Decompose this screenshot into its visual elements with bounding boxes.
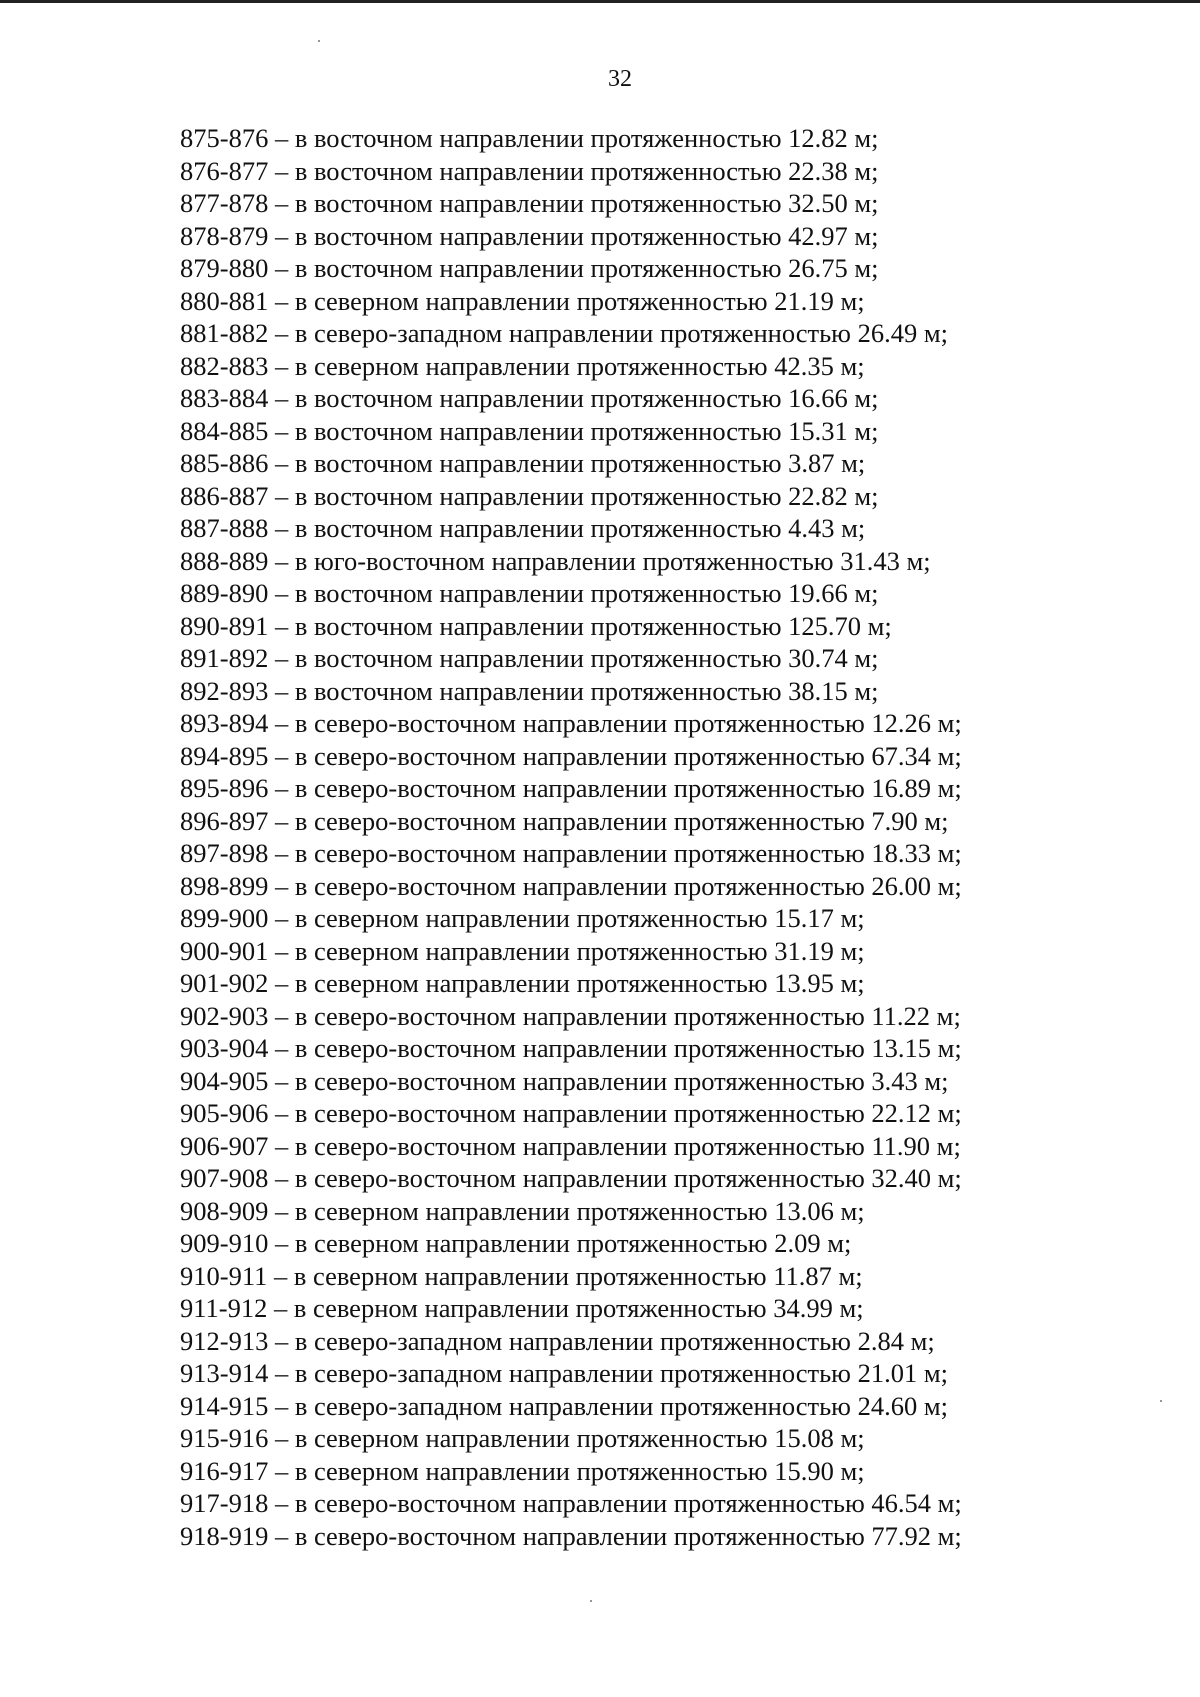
scan-speck bbox=[1160, 1400, 1162, 1402]
boundary-segment-entry: 902-903 – в северо-восточном направлении протяженностью 11.22 м; bbox=[180, 1000, 961, 1031]
boundary-segment-entry: 906-907 – в северо-восточном направлении протяженностью 11.90 м; bbox=[180, 1130, 961, 1161]
scan-speck bbox=[318, 40, 320, 42]
scan-edge-line bbox=[0, 0, 1200, 3]
boundary-segment-entry: 917-918 – в северо-восточном направлении протяженностью 46.54 м; bbox=[180, 1488, 962, 1518]
boundary-segment-entry: 901-902 – в северном направлении протяженностью 13.95 м; bbox=[180, 968, 865, 998]
boundary-segment-entry: 883-884 – в восточном направлении протяженностью 16.66 м; bbox=[180, 383, 879, 413]
boundary-segment-entry: 876-877 – в восточном направлении протяженностью 22.38 м; bbox=[180, 155, 879, 186]
boundary-segment-entry: 909-910 – в северном направлении протяженностью 2.09 м; bbox=[180, 1228, 852, 1258]
boundary-segment-entry: 882-883 – в северном направлении протяженностью 42.35 м; bbox=[180, 350, 865, 381]
boundary-segment-entry: 898-899 – в северо-восточном направлении протяженностью 26.00 м; bbox=[180, 870, 962, 901]
boundary-segment-entry: 900-901 – в северном направлении протяженностью 31.19 м; bbox=[180, 935, 865, 966]
boundary-segment-entry: 915-916 – в северном направлении протяженностью 15.08 м; bbox=[180, 1423, 865, 1453]
boundary-segment-entry: 904-905 – в северо-восточном направлении протяженностью 3.43 м; bbox=[180, 1065, 949, 1096]
boundary-segment-entry: 893-894 – в северо-восточном направлении протяженностью 12.26 м; bbox=[180, 708, 962, 738]
boundary-segment-entry: 895-896 – в северо-восточном направлении протяженностью 16.89 м; bbox=[180, 773, 962, 803]
boundary-segment-list bbox=[180, 122, 1180, 1552]
boundary-segment-entry: 888-889 – в юго-восточном направлении протяженностью 31.43 м; bbox=[180, 545, 931, 576]
page-number: 32 bbox=[608, 66, 632, 92]
boundary-segment-entry: 889-890 – в восточном направлении протяженностью 19.66 м; bbox=[180, 578, 879, 608]
boundary-segment-entry: 912-913 – в северо-западном направлении протяженностью 2.84 м; bbox=[180, 1325, 935, 1356]
boundary-segment-entry: 903-904 – в северо-восточном направлении протяженностью 13.15 м; bbox=[180, 1033, 962, 1063]
boundary-segment-entry: 880-881 – в северном направлении протяженностью 21.19 м; bbox=[180, 285, 865, 316]
boundary-segment-entry: 890-891 – в восточном направлении протяженностью 125.70 м; bbox=[180, 610, 892, 641]
boundary-segment-entry: 879-880 – в восточном направлении протяженностью 26.75 м; bbox=[180, 253, 879, 283]
boundary-segment-entry: 877-878 – в восточном направлении протяженностью 32.50 м; bbox=[180, 188, 879, 218]
boundary-segment-entry: 885-886 – в восточном направлении протяженностью 3.87 м; bbox=[180, 448, 866, 478]
boundary-segment-entry: 908-909 – в северном направлении протяженностью 13.06 м; bbox=[180, 1195, 865, 1226]
boundary-segment-entry: 916-917 – в северном направлении протяженностью 15.90 м; bbox=[180, 1455, 865, 1486]
boundary-segment-entry: 897-898 – в северо-восточном направлении протяженностью 18.33 м; bbox=[180, 838, 962, 868]
scan-speck bbox=[590, 1600, 592, 1602]
boundary-segment-entry: 891-892 – в восточном направлении протяженностью 30.74 м; bbox=[180, 643, 879, 673]
boundary-segment-entry: 913-914 – в северо-западном направлении протяженностью 21.01 м; bbox=[180, 1358, 948, 1388]
boundary-segment-entry: 905-906 – в северо-восточном направлении протяженностью 22.12 м; bbox=[180, 1098, 962, 1128]
boundary-segment-entry: 875-876 – в восточном направлении протяженностью 12.82 м; bbox=[180, 123, 879, 153]
boundary-segment-entry: 887-888 – в восточном направлении протяженностью 4.43 м; bbox=[180, 513, 866, 543]
boundary-segment-entry: 918-919 – в северо-восточном направлении протяженностью 77.92 м; bbox=[180, 1520, 962, 1551]
boundary-segment-entry: 881-882 – в северо-западном направлении протяженностью 26.49 м; bbox=[180, 318, 948, 348]
boundary-segment-entry: 894-895 – в северо-восточном направлении протяженностью 67.34 м; bbox=[180, 740, 962, 771]
boundary-segment-entry: 914-915 – в северо-западном направлении протяженностью 24.60 м; bbox=[180, 1390, 948, 1421]
boundary-segment-entry: 899-900 – в северном направлении протяженностью 15.17 м; bbox=[180, 903, 865, 933]
boundary-segment-entry: 910-911 – в северном направлении протяженностью 11.87 м; bbox=[180, 1260, 863, 1291]
boundary-segment-entry: 896-897 – в северо-восточном направлении протяженностью 7.90 м; bbox=[180, 805, 949, 836]
boundary-segment-entry: 892-893 – в восточном направлении протяженностью 38.15 м; bbox=[180, 675, 879, 706]
boundary-segment-entry: 911-912 – в северном направлении протяженностью 34.99 м; bbox=[180, 1293, 864, 1323]
boundary-segment-entry: 878-879 – в восточном направлении протяженностью 42.97 м; bbox=[180, 220, 879, 251]
boundary-segment-entry: 886-887 – в восточном направлении протяженностью 22.82 м; bbox=[180, 480, 879, 511]
boundary-segment-entry: 884-885 – в восточном направлении протяженностью 15.31 м; bbox=[180, 415, 879, 446]
boundary-segment-entry: 907-908 – в северо-восточном направлении протяженностью 32.40 м; bbox=[180, 1163, 962, 1193]
